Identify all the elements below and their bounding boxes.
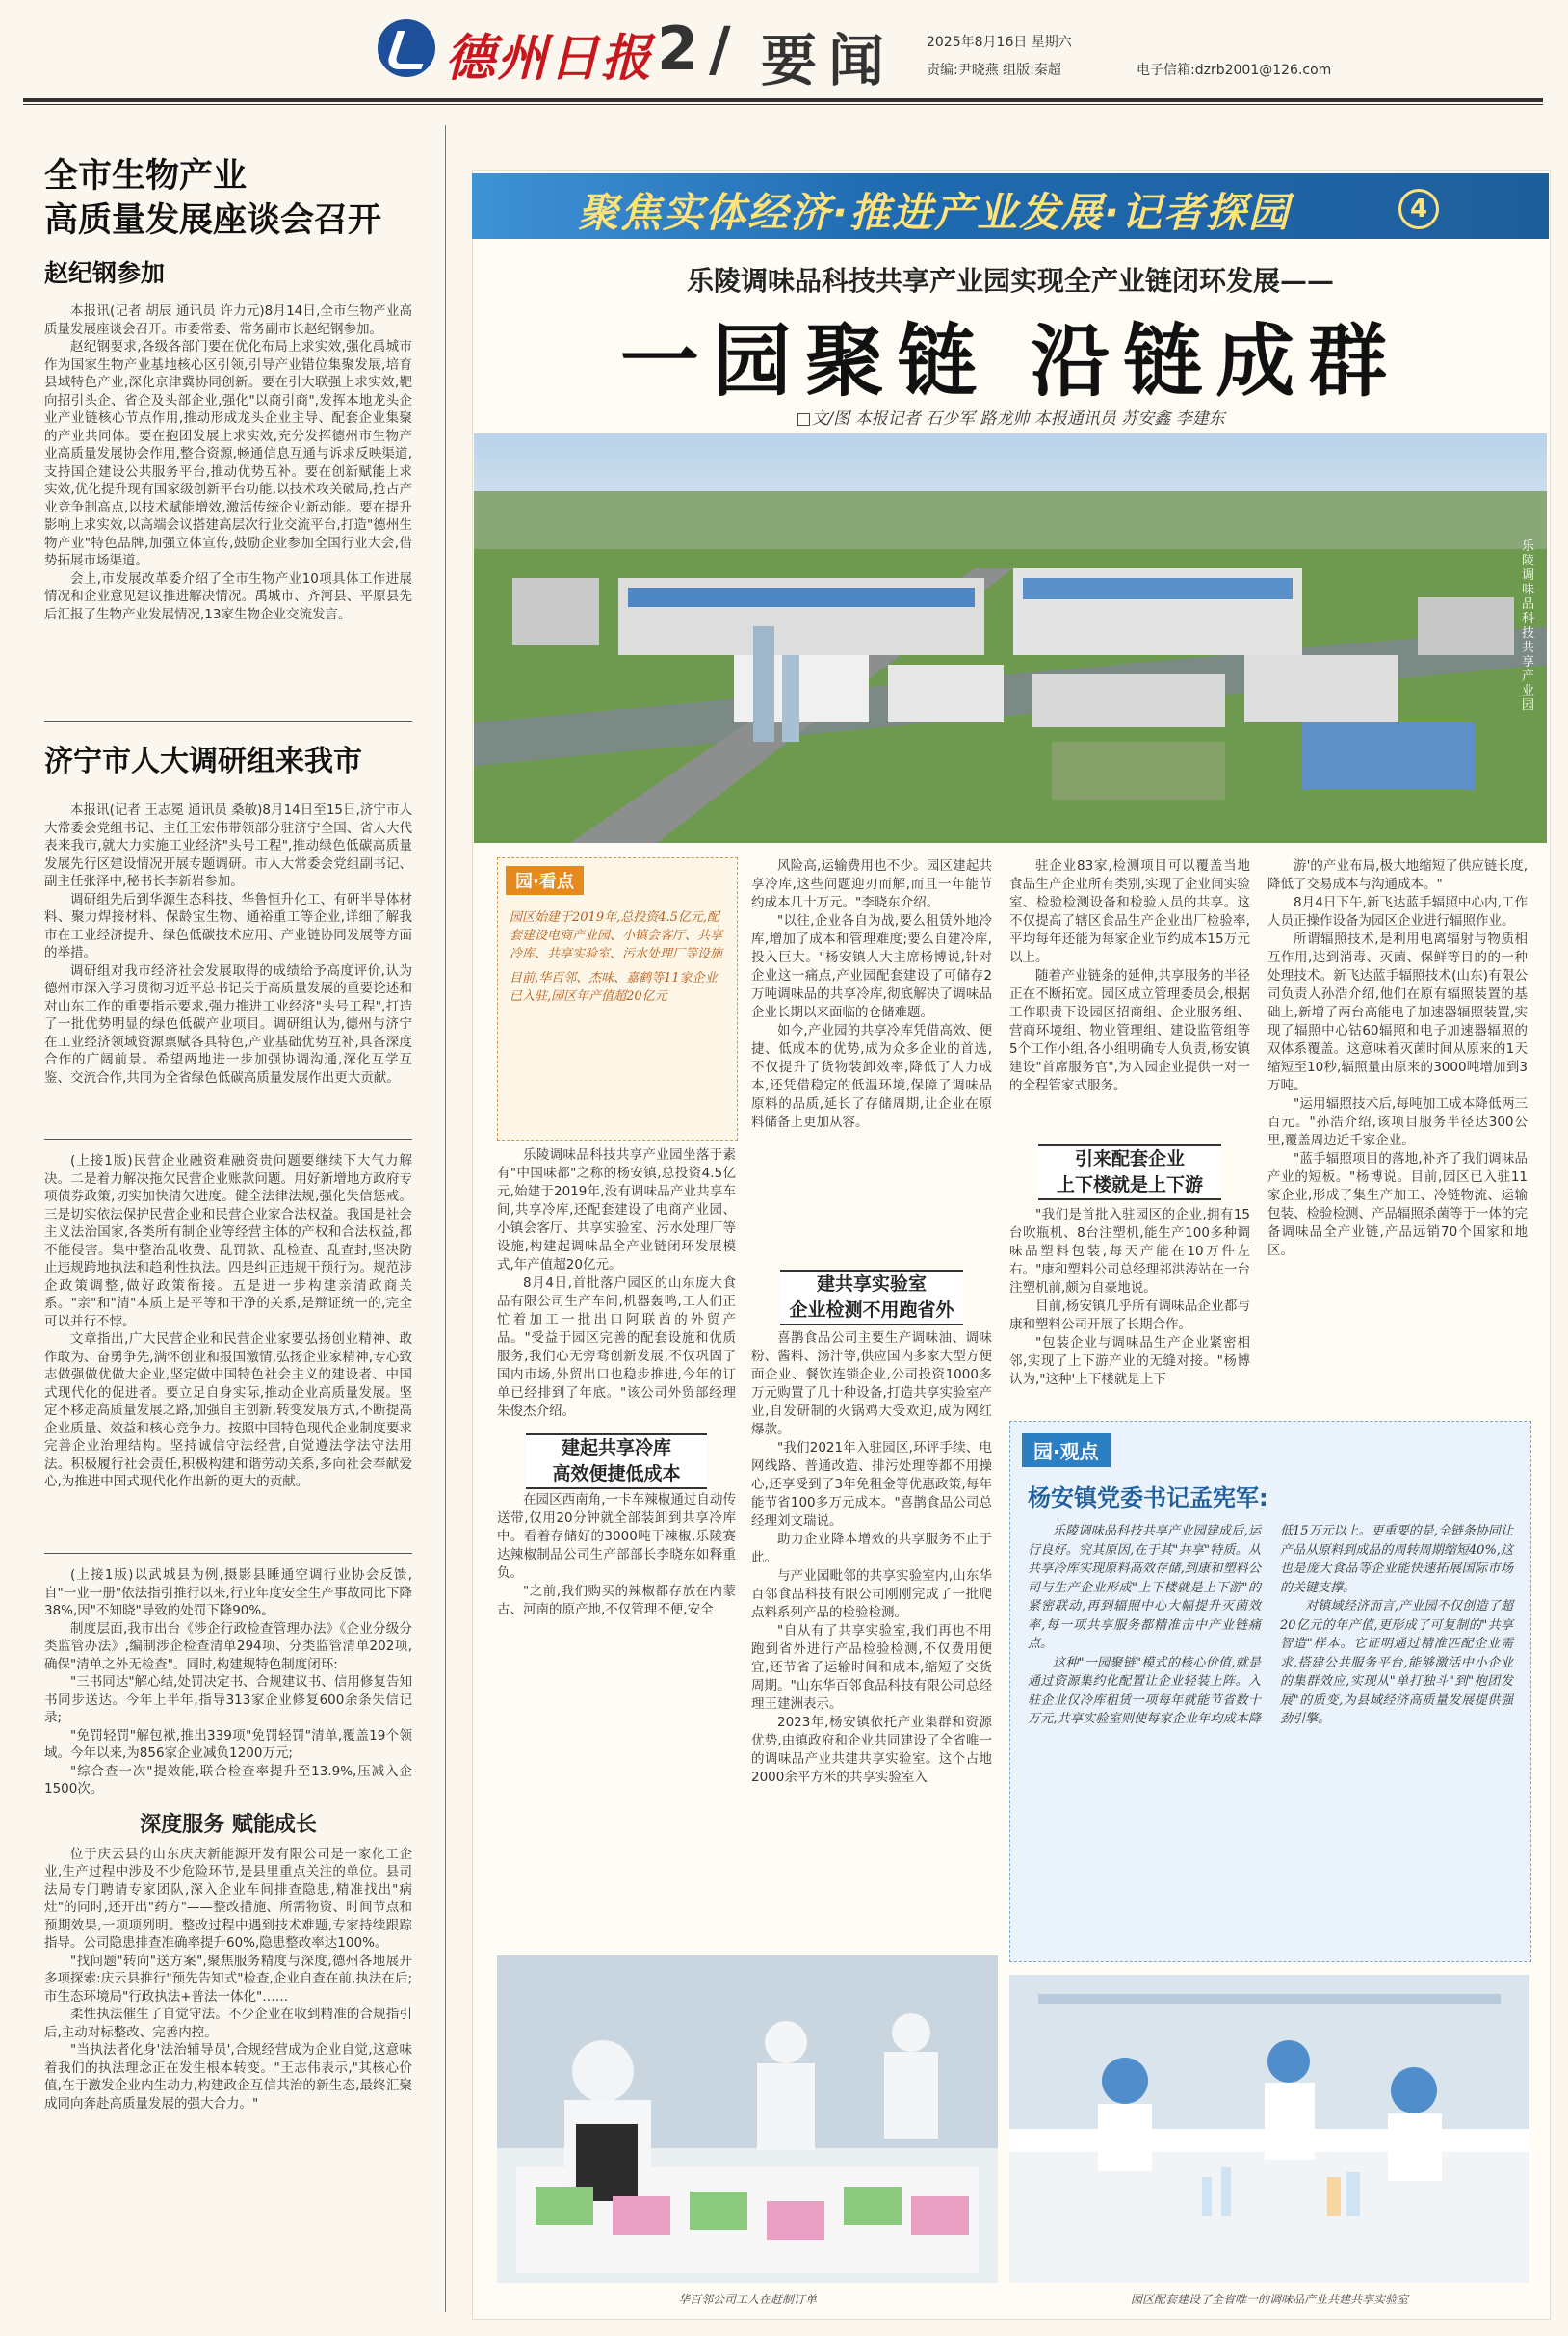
paragraph: 乐陵调味品科技共享产业园建成后,运行良好。究其原因,在于其"共享"特质。从共享冷库实现原料高效存储,到康和塑料公司与生产企业形成"上下楼就是上下游"的紧密联动,再到辐照中心大幅提升灭菌效率,每一项共享服务都精准击中产业链痛点。	[1028, 1524, 1261, 1651]
contact-email: 电子信箱:dzrb2001@126.com	[1137, 63, 1332, 78]
guandian-box	[1009, 1421, 1531, 1962]
kandian-item: 目前,华百邻、杰味、嘉鹤等11家企业已入驻,园区年产值超20亿元	[510, 971, 718, 1004]
feature-column-4	[1267, 857, 1528, 1260]
column-divider	[44, 721, 412, 722]
article-biotech	[44, 154, 412, 623]
paragraph: 调研组对我市经济社会发展取得的成绩给予高度评价,认为德州市深入学习贯彻习近平总书记关于高质量发展的重要论述和对山东工作的重要指示要求,强力推进工业经济"头号工程",打造了一批优势明显的绿色低碳产业项目。调研组认为,德州与济宁在工业经济领域资源禀赋各具特色,产业基础优势互补,具备深度合作的广阔前景。希望两地进一步加强协调沟通,深化互学互鉴、交流合作,共同为全省绿色低碳高质量发展作出更大贡献。	[44, 962, 412, 1086]
paragraph: 喜鹊食品公司主要生产调味油、调味粉、酱料、汤汁等,供应国内多家大型方便面企业、餐饮连锁企业,公司投资1000多万元购置了几十种设备,打造共享实验室产业,自发研制的火锅鸡大受欢迎,成为网红爆款。	[751, 1330, 992, 1437]
paragraph: (上接1版)以武城县为例,摄影县睡通空调行业协会反馈,自"一业一册"依法指引推行以来,行业年度安全生产事故同比下降38%,因"不知晓"导致的处罚下降90%。	[44, 1567, 412, 1618]
paragraph: "我们是首批入驻园区的企业,拥有15台吹瓶机、8台注塑机,能生产100多种调味品塑料包装,每天产能在10万件左右。"康和塑料公司总经理祁洪涛站在一台注塑机前,颇为自豪地说。	[1009, 1207, 1250, 1296]
lab-photo	[1009, 1975, 1529, 2283]
feature-banner-text: 聚焦实体经济·推进产业发展·记者探园	[578, 189, 1291, 236]
photo2-caption: 园区配套建设了全省唯一的调味品产业共建共享实验室	[1130, 2293, 1408, 2306]
feature-column-1b	[497, 1491, 736, 1619]
paragraph: "三书同达"解心结,处罚决定书、合规建议书、信用修复告知书同步送达。今年上半年,指导313家企业修复600余条失信记录;	[44, 1674, 412, 1725]
article-private-economy-body	[44, 1152, 412, 1491]
feature-byline: □文/图 本报记者 石少军 路龙帅 本报通讯员 苏安鑫 李建东	[796, 409, 1225, 429]
editors-credit: 责编:尹晓燕 组版:秦超	[927, 63, 1061, 78]
paragraph: 随着产业链条的延伸,共享服务的半径正在不断拓宽。园区成立管理委员会,根据工作职责下设园区招商组、企业服务组、营商环境组、物业管理组、建设监管组等5个工作小组,各小组明确专人负责,杨安镇建设"首席服务官",为入园企业提供一对一的全程管家式服务。	[1009, 968, 1250, 1093]
paragraph: 风险高,运输费用也不少。园区建起共享冷库,这些问题迎刃而解,而且一年能节约成本几十万元。"李晓东介绍。	[751, 858, 992, 910]
feature-title: 一园聚链 沿链成群	[619, 316, 1401, 407]
paragraph: 所谓辐照技术,是利用电离辐射与物质相互作用,达到消毒、灭菌、保鲜等目的的一种处理技术。新飞达蓝手辐照技术(山东)有限公司负责人孙浩介绍,他们在原有辐照装置的基础上,新增了两台高能电子加速器辐照装置,实现了辐照中心钴60辐照和电子加速器辐照的双体系覆盖。这意味着灭菌时间从原来的1天缩短至10秒,辐照量由原来的3000吨增加到3万吨。	[1267, 932, 1528, 1093]
paragraph: 8月4日下午,新飞达蓝手辐照中心内,工作人员正操作设备为园区企业进行辐照作业。	[1267, 895, 1528, 929]
article-jining-title: 济宁市人大调研组来我市	[44, 745, 362, 778]
worker-photo	[497, 1955, 998, 2283]
feature-column-3b	[1009, 1206, 1250, 1389]
paragraph: 驻企业83家,检测项目可以覆盖当地食品生产企业所有类别,实现了企业间实验室、检验检测设备和检验人员的共享。这不仅提高了辖区食品生产企业出厂检验率,平均每年还能为每家企业节约成本15万元以上。	[1009, 858, 1250, 965]
paragraph: 8月4日,首批落户园区的山东庞大食品有限公司生产车间,机器轰鸣,工人们正忙着加工一批出口阿联酋的外贸产品。"受益于园区完善的配套设施和优质服务,我们心无旁骛创新发展,不仅巩固了国内市场,外贸出口也稳步推进,今年的订单已经排到了年底。"该公司外贸部经理朱俊杰介绍。	[497, 1275, 736, 1419]
guandian-tag: 园·观点	[1022, 1433, 1111, 1467]
paragraph: "我们2021年入驻园区,环评手续、电网线路、普通改造、排污处理等都不用操心,还享受到了3年免租金等优惠政策,每年能节省100多万元成本。"喜鹊食品公司总经理刘文瑞说。	[751, 1440, 992, 1529]
header-rule	[23, 98, 1543, 102]
aerial-park-image	[474, 433, 1547, 843]
paragraph: 目前,杨安镇几乎所有调味品企业都与康和塑料公司开展了长期合作。	[1009, 1299, 1250, 1332]
article-biotech-subtitle: 赵纪钢参加	[44, 259, 166, 287]
paragraph: 2023年,杨安镇依托产业集群和资源优势,由镇政府和企业共同建设了全省唯一的调味品产业共建共享实验室。这个占地2000余平方米的共享实验室入	[751, 1715, 992, 1785]
paragraph: "免罚轻罚"解包袱,推出339项"免罚轻罚"清单,覆盖19个领域。今年以来,为856家企业减负1200万元;	[44, 1727, 412, 1761]
paragraph: 调研组先后到华源生态科技、华鲁恒升化工、有研半导体材料、聚力焊接材料、保龄宝生物、通裕重工等企业,详细了解我市在工业经济提升、绿色低碳技术应用、产业链协同发展等方面的举措。	[44, 891, 412, 960]
col1-subhead: 建起共享冷库 高效便捷低成本	[526, 1433, 707, 1489]
paragraph: "以往,企业各自为战,要么租赁外地冷库,增加了成本和管理难度;要么自建冷库,投入巨大。"杨安镇人大主席杨博说,针对企业这一痛点,产业园配套建设了可储存2万吨调味品的共享冷库,彻底解决了调味品企业长期以来面临的仓储难题。	[751, 913, 992, 1020]
paragraph: 柔性执法催生了自觉守法。不少企业在收到精准的合规指引后,主动对标整改、完善内控。	[44, 2007, 412, 2040]
header-rule-thin	[23, 104, 1543, 105]
feature-kicker: 乐陵调味品科技共享产业园实现全产业链闭环发展——	[686, 265, 1334, 297]
article-private-economy	[44, 1152, 412, 1491]
paragraph: "之前,我们购买的辣椒都存放在内蒙古、河南的原产地,不仅管理不便,安全	[497, 1584, 736, 1617]
paragraph: 位于庆云县的山东庆庆新能源开发有限公司是一家化工企业,生产过程中涉及不少危险环节,是县里重点关注的单位。县司法局专门聘请专家团队,深入企业车间排查隐患,精准找出"病灶"的同时,还开出"药方"——整改措施、所需物资、时间节点和预期效果,一项项列明。整改过程中遇到技术难题,专家持续跟踪指导。公司隐患排查准确率提升60%,隐患整改率达100%。	[44, 1846, 412, 1951]
paragraph: "自从有了共享实验室,我们再也不用跑到省外进行产品检验检测,不仅费用便宜,还节省了运输时间和成本,缩短了交货周期。"山东华百邻食品科技有限公司总经理王建洲表示。	[751, 1623, 992, 1712]
paragraph: 对镇域经济而言,产业园不仅创造了超20亿元的年产值,更形成了可复制的"共享智造"样本。它证明通过精准匹配企业需求,搭建公共服务平台,能够激活中小企业的集群效应,实现从"单打独斗"到"抱团发展"的质变,为县域经济高质量发展提供强劲引擎。	[1280, 1599, 1513, 1726]
page-number: 2	[657, 13, 699, 84]
paragraph: 如今,产业园的共享冷库凭借高效、便捷、低成本的优势,成为众多企业的首选,不仅提升了货物装卸效率,降低了人力成本,还凭借稳定的低温环境,保障了调味品原料的品质,延长了存储周期,让企业在原料储备上更加从容。	[751, 1023, 992, 1130]
paragraph: 文章指出,广大民营企业和民营企业家要弘扬创业精神、敢作敢为、奋勇争先,满怀创业和报国激情,弘扬企业家精神,专心致志做强做优做大企业,坚定做中国特色社会主义的建设者、中国式现代化的促进者。要立足自身实际,推动企业高质量发展。坚定不移走高质量发展之路,加强自主创新,转变发展方式,不断提高企业质量、效益和核心竞争力。按照中国特色现代企业制度要求完善企业治理结构。坚持诚信守法经营,自觉遵法学法守法用法。积极履行社会责任,积极构建和谐劳动关系,多向社会奉献爱心,为推进中国式现代化作出新的更大的贡献。	[44, 1331, 412, 1489]
aerial-photo	[474, 433, 1547, 843]
column-divider	[44, 1553, 412, 1554]
column-divider	[44, 1139, 412, 1140]
article-biotech-title-2: 高质量发展座谈会召开	[44, 201, 382, 240]
newspaper-logo-icon	[378, 19, 435, 77]
kandian-tag: 园·看点	[506, 866, 584, 895]
paragraph: "当执法者化身'法治辅导员',合规经营成为企业自觉,这意味着我们的执法理念正在发生根本转变。"王志伟表示,"其核心价值,在于激发企业内生动力,构建政企互信共治的新生态,最终汇聚成同向奔赴高质量发展的强大合力。"	[44, 2042, 412, 2112]
paragraph: 在园区西南角,一卡车辣椒通过自动传送带,仅用20分钟就全部装卸到共享冷库中。看着存储好的3000吨干辣椒,乐陵赛达辣椒制品公司生产部部长李晓东如释重负。	[497, 1492, 736, 1581]
paragraph: 制度层面,我市出台《涉企行政检查管理办法》《企业分级分类监管办法》,编制涉企检查清单294项、分类监管清单202项,确保"清单之外无检查"。同时,构建规特色制度闭环:	[44, 1620, 412, 1672]
paragraph: (上接1版)民营企业融资难融资贵问题要继续下大气力解决。二是着力解决拖欠民营企业账款问题。用好新增地方政府专项债券政策,切实加快清欠进度。健全法律法规,强化失信惩戒。三是切实依法保护民营企业和民营企业家合法权益。我国是社会主义法治国家,各类所有制企业等经营主体的产权和合法权益,都不能侵害。集中整治乱收费、乱罚款、乱检查、乱查封,坚决防止违规跨地执法和趋利性执法。四是纠正违规干预行为。规范涉企政策调整,做好政策衔接。五是进一步构建亲清政商关系。"亲"和"清"本质上是平等和干净的关系,是辩证统一的,完全可以并行不悖。	[44, 1153, 412, 1329]
paragraph: "找问题"转向"送方案",聚焦服务精度与深度,德州各地展开多项探索:庆云县推行"预先告知式"检查,企业自查在前,执法在后;市生态环境局"行政执法+普法一体化"……	[44, 1953, 412, 2005]
factory-workers-image	[497, 1955, 998, 2283]
paragraph: 本报讯(记者 胡辰 通讯员 许力元)8月14日,全市生物产业高质量发展座谈会召开。市委常委、常务副市长赵纪钢参加。	[44, 303, 412, 337]
article-biotech-title-1: 全市生物产业	[44, 157, 248, 196]
article-biotech-body	[44, 302, 412, 623]
article-law-enforcement-body-2	[44, 1846, 412, 2113]
shared-lab-image	[1009, 1975, 1529, 2283]
feature-series-number: 4	[1398, 189, 1439, 229]
paragraph: "综合查一次"提效能,联合检查率提升至13.9%,压减入企1500次。	[44, 1763, 412, 1797]
article-jining-body	[44, 801, 412, 1087]
newspaper-logo: 德州日报	[445, 29, 654, 88]
feature-column-2b	[751, 1329, 992, 1787]
kandian-list	[498, 908, 737, 1006]
page-slash: /	[709, 13, 731, 84]
paragraph: 这种"一园聚链"模式的核心价值,就是通过资源集约化配置让企业轻装上阵。入驻企业仅冷库租赁一项每年就能节省数十万元,共享实验室则使每家企业年均成本降低15万元以上。更重要的是,全链条协同让产品从原料到成品的周转周期缩短40%,这也是庞大食品等企业能快速拓展国际市场的关键支撑。	[1028, 1524, 1513, 1726]
feature-column-3	[1009, 857, 1250, 1095]
guandian-body	[1010, 1512, 1530, 1739]
column-separator	[445, 125, 446, 2312]
article-law-enforcement-body	[44, 1566, 412, 1798]
article-law-subhead: 深度服务 赋能成长	[140, 1812, 317, 1837]
paragraph: 本报讯(记者 王志冕 通讯员 桑敏)8月14日至15日,济宁市人大常委会党组书记、主任王宏伟带领部分驻济宁全国、省人大代表来我市,就大力实施工业经济"头号工程",推动绿色低碳高质量发展先行区建设情况开展专题调研。市人大常委会党组副书记、副主任张泽中,秘书长李新岩参加。	[44, 802, 412, 889]
paragraph: 游'的产业布局,极大地缩短了供应链长度,降低了交易成本与沟通成本。"	[1267, 858, 1528, 892]
article-law-enforcement	[44, 1566, 412, 2113]
paragraph: "蓝手辐照项目的落地,补齐了我们调味品产业的短板。"杨博说。目前,园区已入驻11家企业,形成了集生产加工、冷链物流、运输包装、检验检测、产品辐照杀菌等于一体的完备调味品全产业链,产品远销70个国家和地区。	[1267, 1151, 1528, 1258]
col2-subhead: 建共享实验室 企业检测不用跑省外	[780, 1270, 963, 1325]
section-name: 要闻	[761, 28, 897, 93]
paragraph: 会上,市发展改革委介绍了全市生物产业10项具体工作进展情况和企业意见建议推进解决情况。禹城市、齐河县、平原县先后汇报了生物产业发展情况,13家生物企业交流发言。	[44, 570, 412, 622]
issue-date: 2025年8月16日 星期六	[927, 35, 1072, 50]
feature-column-1	[497, 1146, 736, 1421]
guandian-title: 杨安镇党委书记孟宪军:	[1028, 1484, 1268, 1511]
article-jining	[44, 740, 412, 1087]
paragraph: "包装企业与调味品生产企业紧密相邻,实现了上下游产业的无缝对接。"杨博认为,"这种'上下楼就是上下	[1009, 1335, 1250, 1387]
photo1-caption: 华百邻公司工人在赶制订单	[677, 2293, 817, 2306]
paragraph: 赵纪钢要求,各级各部门要在优化布局上求实效,强化禹城市作为国家生物产业基地核心区引领,引导产业错位集聚发展,培育县域特色产业,深化京津冀协同创新。要在引大联强上求实效,靶向招引头企、省企及头部企业,强化"以商引商",发挥本地龙头企业产业链核心节点作用,推动形成龙头企业主导、配套企业集聚的产业共同体。要在抱团发展上求实效,充分发挥德州市生物产业高质量发展协会作用,整合资源,畅通信息互通与诉求反映渠道,支持国企建设公共服务平台,推动优势互补。要在创新赋能上求实效,优化提升现有国家级创新平台功能,以技术攻关破局,抢占产业竞争制高点,以技术赋能增效,激活传统企业新动能。要在提升影响上求实效,以高端会议搭建高层次行业交流平台,打造"德州生物产业"特色品牌,加强立体宣传,鼓励企业参加全国行业大会,借势拓展市场渠道。	[44, 339, 412, 568]
feature-column-2	[751, 857, 992, 1132]
kandian-box	[497, 857, 738, 1141]
kandian-item: 园区始建于2019年,总投资4.5亿元,配套建设电商产业园、小镇会客厅、共享冷库、共享实验室、污水处理厂等设施	[510, 910, 723, 961]
paragraph: 助力企业降本增效的共享服务不止于此。	[751, 1532, 992, 1565]
paragraph: "运用辐照技术后,每吨加工成本降低两三百元。"孙浩介绍,该项目服务半径达300公里,覆盖周边近千家企业。	[1267, 1096, 1528, 1148]
col3-subhead: 引来配套企业 上下楼就是上下游	[1038, 1144, 1221, 1200]
paragraph: 乐陵调味品科技共享产业园坐落于素有"中国味都"之称的杨安镇,总投资4.5亿元,始建于2019年,没有调味品产业共享车间,共享冷库,还配套建设了电商产业园、小镇会客厅、共享实验室、污水处理厂等设施,构建起调味品全产业链闭环发展模式,年产值超20亿元。	[497, 1147, 736, 1273]
paragraph: 与产业园毗邻的共享实验室内,山东华百邻食品科技有限公司刚刚完成了一批爬点料系列产品的检验检测。	[751, 1568, 992, 1620]
aerial-caption: 乐陵调味品科技共享产业园	[1522, 539, 1535, 713]
